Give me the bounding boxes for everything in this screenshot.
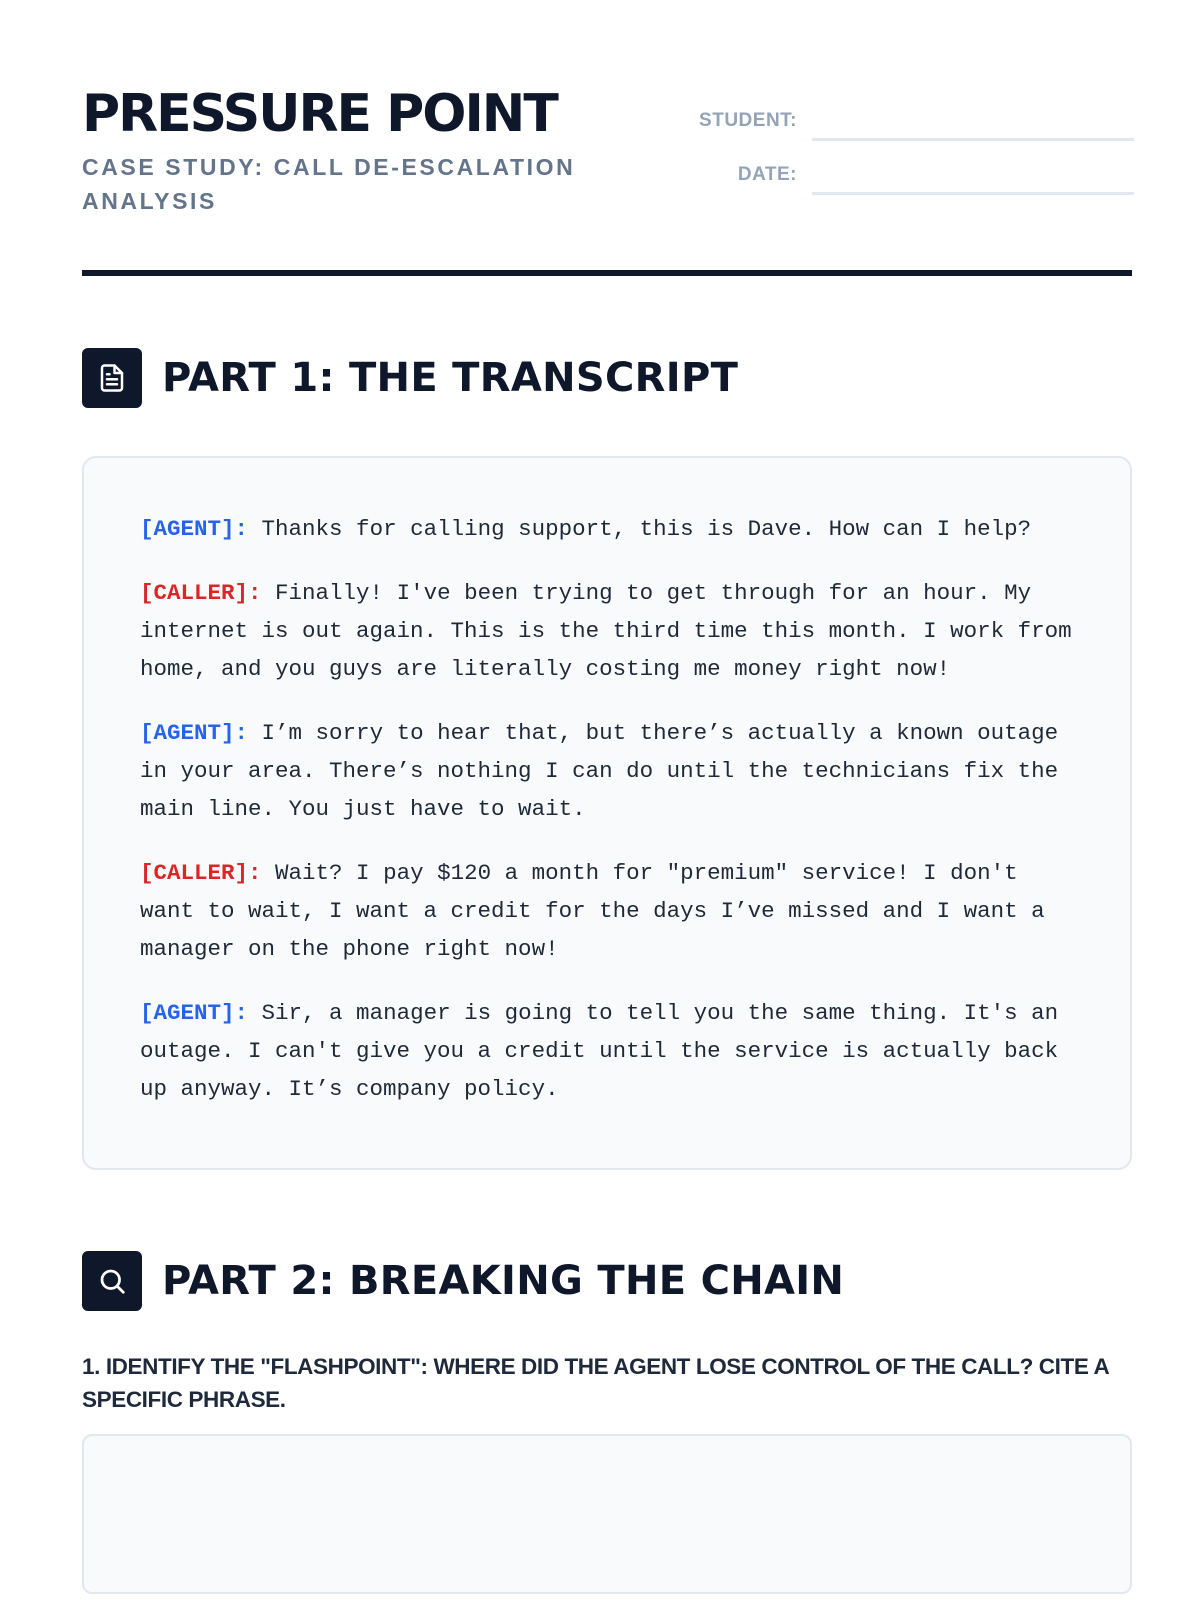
part1-title: PART 1: THE TRANSCRIPT — [162, 355, 739, 401]
date-label: DATE: — [737, 164, 797, 185]
line-text: Sir, a manager is going to tell you the same thing. It's an outage. I can't give you a credit until the service is actually back up anyway. It’s company policy. — [140, 1000, 1059, 1102]
question-1-prompt: 1. IDENTIFY THE "FLASHPOINT": WHERE DID THE AGENT LOSE CONTROL OF THE CALL? CITE A SPECIFIC PHRASE. — [82, 1354, 1109, 1412]
transcript-line — [140, 574, 1075, 688]
part1-heading — [82, 348, 1132, 408]
search-icon — [82, 1251, 142, 1311]
line-text: Wait? I pay $120 a month for "premium" service! I don't want to wait, I want a credit for the days I’ve missed and I want a manager on the phone right now! — [140, 860, 1045, 962]
date-field-row — [682, 154, 1132, 208]
part2-heading — [82, 1251, 1132, 1311]
transcript-line — [140, 510, 1075, 548]
speaker-tag-agent: [AGENT]: — [140, 516, 249, 542]
transcript-panel — [82, 456, 1132, 1170]
header-divider — [82, 270, 1132, 276]
speaker-tag-caller: [CALLER]: — [140, 860, 262, 886]
document-subtitle: CASE STUDY: CALL DE-ESCALATION ANALYSIS — [82, 154, 576, 214]
transcript-line — [140, 714, 1075, 828]
title-block — [82, 82, 642, 218]
student-field-row — [682, 100, 1132, 154]
transcript-line — [140, 854, 1075, 968]
worksheet-page — [82, 0, 1132, 1412]
speaker-tag-caller: [CALLER]: — [140, 580, 262, 606]
date-field[interactable] — [812, 192, 1134, 195]
document-icon — [82, 348, 142, 408]
speaker-tag-agent: [AGENT]: — [140, 1000, 249, 1026]
line-text: I’m sorry to hear that, but there’s actually a known outage in your area. There’s nothing I can do until the technicians fix the main line. You just have to wait. — [140, 720, 1059, 822]
part2-title: PART 2: BREAKING THE CHAIN — [162, 1258, 845, 1304]
transcript-line — [140, 994, 1075, 1108]
document-title: PRESSURE POINT — [82, 84, 557, 144]
question-1-answer-box[interactable] — [82, 1434, 1132, 1594]
student-name-field[interactable] — [812, 138, 1134, 141]
worksheet-header — [82, 0, 1132, 276]
speaker-tag-agent: [AGENT]: — [140, 720, 249, 746]
line-text: Thanks for calling support, this is Dave. How can I help? — [261, 516, 1032, 542]
student-info-fields — [682, 100, 1132, 208]
student-label: STUDENT: — [699, 110, 797, 131]
line-text: Finally! I've been trying to get through for an hour. My internet is out again. This is the third time this month. I work from home, and you guys are literally costing me money right now! — [140, 580, 1072, 682]
